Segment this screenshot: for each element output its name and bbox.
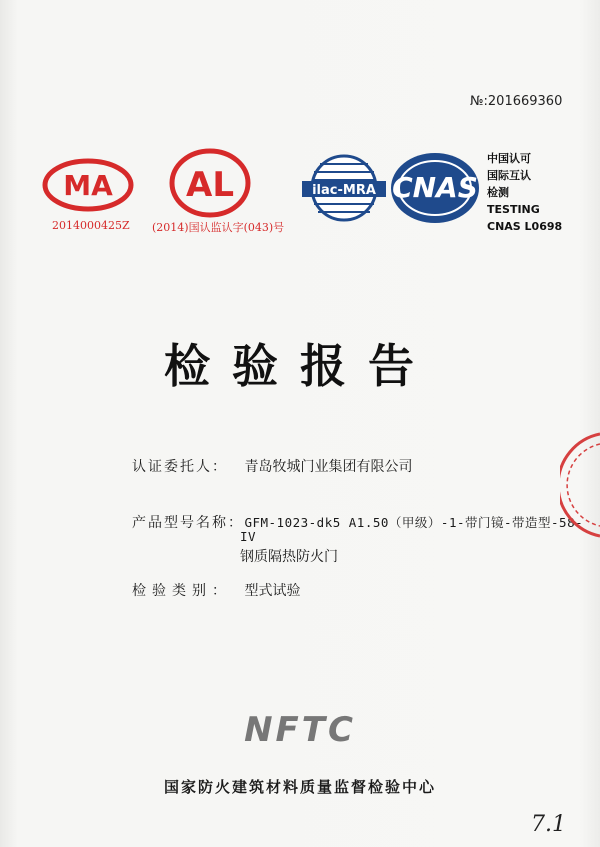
cma-mark-text: MA xyxy=(63,169,113,202)
model-value-line3: 钢质隔热防火门 xyxy=(240,549,338,565)
model-value-line2: IV xyxy=(240,529,257,544)
cnas-side-line: 检测 xyxy=(487,186,509,199)
type-label: 检验类别： xyxy=(132,583,232,599)
cnas-accreditation-text xyxy=(487,150,562,235)
type-value: 型式试验 xyxy=(244,583,301,599)
client-value: 青岛牧城门业集团有限公司 xyxy=(244,459,413,475)
cal-mark-text: AL xyxy=(186,165,234,205)
model-row xyxy=(132,512,583,532)
cal-logo xyxy=(168,148,252,218)
cnas-side-line: TESTING xyxy=(487,203,540,216)
cnas-mark-text: CNAS xyxy=(392,171,478,204)
ilac-mra-logo xyxy=(300,150,386,230)
cma-number: 2014000425Z xyxy=(52,219,130,232)
ilac-globe-icon xyxy=(300,150,386,230)
cnas-side-line: 中国认可 xyxy=(487,152,531,165)
cal-mark-icon xyxy=(168,148,252,218)
handwritten-note: 7.1 xyxy=(531,812,566,837)
model-label: 产品型号名称： xyxy=(132,515,244,531)
cma-logo xyxy=(42,158,134,212)
cal-number: (2014)国认监认字(043)号 xyxy=(152,221,285,234)
client-label: 认证委托人： xyxy=(132,459,228,475)
type-row xyxy=(132,580,300,600)
report-number: №:201669360 xyxy=(470,94,563,109)
cnas-side-line: CNAS L0698 xyxy=(487,220,563,233)
center-name: 国家防火建筑材料质量监督检验中心 xyxy=(163,778,436,796)
cnas-side-line: 国际互认 xyxy=(487,169,531,182)
cnas-logo xyxy=(387,150,483,226)
red-stamp-icon xyxy=(560,430,600,544)
report-title: 检验报告 xyxy=(164,339,436,393)
cma-mark-icon xyxy=(42,158,134,212)
model-value-line1: GFM-1023-dk5 A1.50（甲级）-1-带门镜-带造型-58- xyxy=(244,515,584,530)
ilac-mark-text: ilac-MRA xyxy=(312,183,376,198)
nftc-logo: NFTC xyxy=(244,710,356,750)
client-row xyxy=(132,456,412,476)
cnas-mark-icon xyxy=(387,150,483,226)
